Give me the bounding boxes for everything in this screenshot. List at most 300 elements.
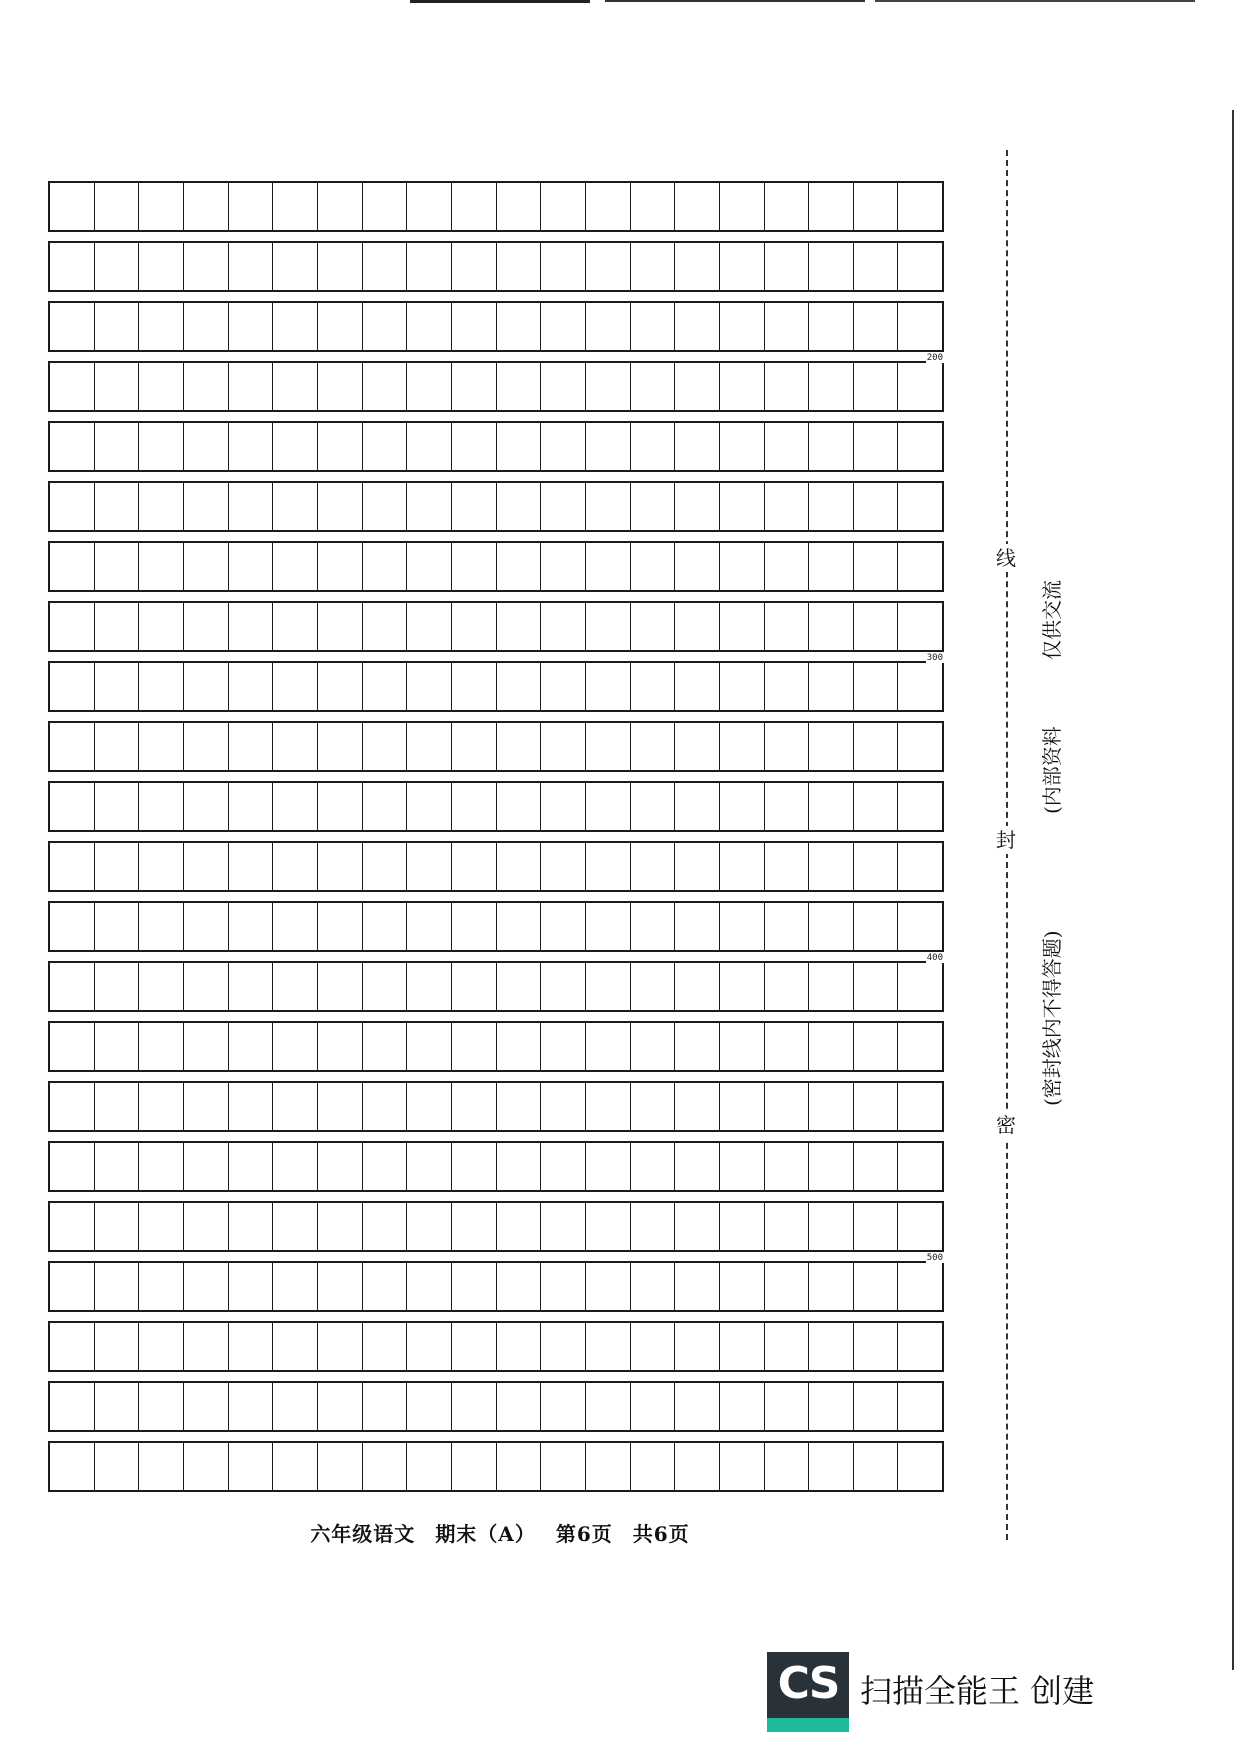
grid-cell <box>407 423 452 470</box>
grid-cell <box>720 663 765 710</box>
grid-cell <box>452 423 497 470</box>
grid-cell <box>586 423 631 470</box>
grid-cell <box>407 723 452 770</box>
grid-cell <box>184 783 229 830</box>
grid-cell <box>809 663 854 710</box>
grid-cell <box>586 723 631 770</box>
grid-cell <box>675 303 720 350</box>
grid-cell <box>273 663 318 710</box>
grid-row <box>48 1321 944 1372</box>
grid-cell <box>229 723 274 770</box>
grid-row <box>48 361 944 412</box>
grid-cell <box>318 1143 363 1190</box>
grid-cell <box>95 1023 140 1070</box>
grid-cell <box>854 1383 899 1430</box>
grid-cell <box>184 723 229 770</box>
grid-cell <box>363 1323 408 1370</box>
grid-cell <box>541 303 586 350</box>
grid-cell <box>631 1203 676 1250</box>
grid-cell <box>363 423 408 470</box>
grid-cell <box>184 1263 229 1310</box>
grid-cell <box>497 1263 542 1310</box>
grid-cell <box>318 1323 363 1370</box>
grid-cell <box>139 543 184 590</box>
grid-cell <box>273 903 318 950</box>
grid-cell <box>765 1323 810 1370</box>
grid-cell <box>765 363 810 410</box>
grid-cell <box>407 1443 452 1490</box>
grid-row <box>48 721 944 772</box>
grid-cell <box>898 243 942 290</box>
grid-cell <box>586 543 631 590</box>
grid-row <box>48 1261 944 1312</box>
grid-cell <box>541 723 586 770</box>
grid-cell <box>586 483 631 530</box>
grid-cell <box>497 363 542 410</box>
grid-cell <box>854 303 899 350</box>
grid-cell <box>318 303 363 350</box>
grid-cell <box>675 723 720 770</box>
grid-cell <box>229 1203 274 1250</box>
footer-total: 共6页 <box>632 1522 690 1546</box>
grid-cell <box>586 1263 631 1310</box>
grid-cell <box>631 843 676 890</box>
grid-cell <box>95 363 140 410</box>
grid-cell <box>50 783 95 830</box>
grid-cell <box>407 543 452 590</box>
grid-cell <box>809 1443 854 1490</box>
grid-cell <box>586 843 631 890</box>
grid-cell <box>720 483 765 530</box>
grid-cell <box>184 1143 229 1190</box>
grid-cell <box>720 183 765 230</box>
grid-cell <box>497 303 542 350</box>
grid-cell <box>854 1443 899 1490</box>
grid-cell <box>586 183 631 230</box>
grid-cell <box>809 603 854 650</box>
grid-cell <box>497 423 542 470</box>
grid-cell <box>720 843 765 890</box>
grid-cell <box>95 1143 140 1190</box>
grid-cell <box>318 903 363 950</box>
grid-cell <box>363 543 408 590</box>
grid-cell <box>50 723 95 770</box>
grid-cell <box>586 1443 631 1490</box>
grid-cell <box>407 1203 452 1250</box>
grid-cell <box>184 1323 229 1370</box>
grid-cell <box>407 483 452 530</box>
grid-row <box>48 1081 944 1132</box>
grid-cell <box>95 483 140 530</box>
grid-cell <box>898 723 942 770</box>
grid-cell <box>809 843 854 890</box>
grid-cell <box>541 1443 586 1490</box>
grid-cell <box>541 1203 586 1250</box>
grid-cell <box>318 783 363 830</box>
grid-cell <box>139 1383 184 1430</box>
grid-cell <box>675 1383 720 1430</box>
grid-cell <box>273 963 318 1010</box>
grid-cell <box>363 1443 408 1490</box>
grid-cell <box>497 783 542 830</box>
grid-cell <box>50 963 95 1010</box>
grid-cell <box>631 303 676 350</box>
grid-cell <box>720 423 765 470</box>
grid-cell <box>497 603 542 650</box>
grid-cell <box>898 663 942 710</box>
grid-cell <box>363 1023 408 1070</box>
grid-cell <box>50 1083 95 1130</box>
grid-cell <box>229 663 274 710</box>
grid-cell <box>363 1383 408 1430</box>
grid-cell <box>586 903 631 950</box>
grid-cell <box>318 1023 363 1070</box>
grid-cell <box>452 1323 497 1370</box>
grid-cell <box>452 783 497 830</box>
grid-cell <box>765 1023 810 1070</box>
grid-cell <box>407 963 452 1010</box>
grid-cell <box>273 483 318 530</box>
grid-cell <box>675 1023 720 1070</box>
grid-cell <box>497 963 542 1010</box>
grid-cell <box>229 1323 274 1370</box>
grid-cell <box>675 903 720 950</box>
grid-cell <box>363 843 408 890</box>
grid-cell <box>809 1323 854 1370</box>
grid-cell <box>631 603 676 650</box>
grid-cell <box>184 843 229 890</box>
grid-cell <box>184 663 229 710</box>
grid-cell <box>720 723 765 770</box>
grid-cell <box>898 363 942 410</box>
grid-cell <box>50 483 95 530</box>
grid-cell <box>765 603 810 650</box>
grid-cell <box>318 363 363 410</box>
grid-cell <box>809 183 854 230</box>
seal-char-xian: 线 <box>992 544 1020 572</box>
grid-cell <box>50 363 95 410</box>
grid-cell <box>139 363 184 410</box>
grid-cell <box>854 603 899 650</box>
grid-cell <box>586 243 631 290</box>
grid-cell <box>497 1323 542 1370</box>
grid-cell <box>229 243 274 290</box>
grid-cell <box>497 243 542 290</box>
grid-row <box>48 481 944 532</box>
grid-cell <box>318 1083 363 1130</box>
grid-cell <box>765 303 810 350</box>
grid-cell <box>229 843 274 890</box>
grid-cell <box>95 1203 140 1250</box>
grid-cell <box>631 1443 676 1490</box>
grid-cell <box>363 1203 408 1250</box>
grid-cell <box>497 1083 542 1130</box>
grid-cell <box>95 963 140 1010</box>
grid-cell <box>407 1143 452 1190</box>
grid-cell <box>854 183 899 230</box>
grid-cell <box>273 423 318 470</box>
grid-cell <box>452 603 497 650</box>
grid-cell <box>452 1083 497 1130</box>
grid-cell <box>229 423 274 470</box>
grid-cell <box>809 363 854 410</box>
grid-cell <box>631 1023 676 1070</box>
grid-cell <box>809 243 854 290</box>
grid-cell <box>50 843 95 890</box>
grid-cell <box>898 483 942 530</box>
grid-cell <box>765 423 810 470</box>
grid-cell <box>95 783 140 830</box>
grid-row <box>48 1141 944 1192</box>
grid-cell <box>586 303 631 350</box>
grid-cell <box>765 243 810 290</box>
grid-cell <box>139 1023 184 1070</box>
grid-cell <box>273 1023 318 1070</box>
grid-cell <box>50 423 95 470</box>
grid-cell <box>229 783 274 830</box>
grid-cell <box>854 843 899 890</box>
grid-cell <box>452 723 497 770</box>
grid-cell <box>854 543 899 590</box>
grid-cell <box>720 1143 765 1190</box>
grid-row <box>48 781 944 832</box>
grid-cell <box>675 243 720 290</box>
grid-cell <box>139 243 184 290</box>
grid-cell <box>631 783 676 830</box>
grid-cell <box>273 1143 318 1190</box>
grid-cell <box>675 1203 720 1250</box>
grid-cell <box>497 1143 542 1190</box>
grid-cell <box>541 1263 586 1310</box>
grid-cell <box>497 903 542 950</box>
grid-cell <box>541 843 586 890</box>
word-count-mark: 500 <box>926 1253 943 1263</box>
grid-cell <box>50 183 95 230</box>
grid-cell <box>184 603 229 650</box>
grid-cell <box>363 603 408 650</box>
grid-cell <box>184 1203 229 1250</box>
grid-cell <box>765 1143 810 1190</box>
grid-cell <box>95 843 140 890</box>
grid-cell <box>497 663 542 710</box>
grid-cell <box>139 423 184 470</box>
grid-cell <box>765 183 810 230</box>
grid-cell <box>139 603 184 650</box>
grid-cell <box>898 843 942 890</box>
grid-cell <box>318 183 363 230</box>
grid-cell <box>184 423 229 470</box>
grid-cell <box>586 1023 631 1070</box>
grid-cell <box>50 603 95 650</box>
grid-cell <box>452 183 497 230</box>
grid-cell <box>809 483 854 530</box>
grid-cell <box>95 603 140 650</box>
grid-cell <box>541 603 586 650</box>
grid-cell <box>139 843 184 890</box>
grid-cell <box>407 843 452 890</box>
grid-cell <box>273 1083 318 1130</box>
grid-cell <box>273 723 318 770</box>
notice-source: (内部资料 <box>1040 726 1064 814</box>
seal-char-mi: 密 <box>992 1111 1020 1139</box>
grid-cell <box>184 1383 229 1430</box>
grid-cell <box>139 1263 184 1310</box>
grid-cell <box>541 1023 586 1070</box>
grid-cell <box>497 843 542 890</box>
grid-cell <box>675 783 720 830</box>
grid-cell <box>541 903 586 950</box>
grid-cell <box>95 1383 140 1430</box>
grid-cell <box>898 183 942 230</box>
grid-cell <box>50 1023 95 1070</box>
grid-cell <box>675 483 720 530</box>
grid-cell <box>407 363 452 410</box>
grid-cell <box>631 963 676 1010</box>
grid-cell <box>765 1263 810 1310</box>
grid-cell <box>95 543 140 590</box>
grid-cell <box>407 1083 452 1130</box>
grid-cell <box>139 1323 184 1370</box>
grid-cell <box>720 1323 765 1370</box>
grid-cell <box>586 783 631 830</box>
grid-cell <box>318 663 363 710</box>
grid-cell <box>452 303 497 350</box>
grid-cell <box>586 363 631 410</box>
grid-cell <box>50 243 95 290</box>
grid-cell <box>184 903 229 950</box>
grid-cell <box>318 1443 363 1490</box>
grid-cell <box>407 783 452 830</box>
grid-cell <box>184 1083 229 1130</box>
grid-cell <box>139 903 184 950</box>
scan-edge-mark <box>1232 110 1234 1670</box>
grid-cell <box>898 963 942 1010</box>
grid-cell <box>229 363 274 410</box>
footer-exam: 期末（A） <box>435 1522 536 1546</box>
grid-cell <box>541 663 586 710</box>
grid-cell <box>586 1083 631 1130</box>
grid-cell <box>318 243 363 290</box>
grid-cell <box>809 723 854 770</box>
grid-cell <box>720 963 765 1010</box>
footer-page: 第6页 <box>555 1522 613 1546</box>
grid-cell <box>273 1263 318 1310</box>
footer-subject: 六年级语文 <box>310 1522 416 1546</box>
grid-cell <box>273 543 318 590</box>
grid-cell <box>631 243 676 290</box>
grid-cell <box>898 1383 942 1430</box>
grid-cell <box>363 1083 408 1130</box>
grid-cell <box>139 1143 184 1190</box>
grid-cell <box>407 663 452 710</box>
grid-cell <box>229 1083 274 1130</box>
grid-cell <box>184 963 229 1010</box>
grid-row <box>48 661 944 712</box>
grid-cell <box>541 1143 586 1190</box>
grid-cell <box>95 903 140 950</box>
grid-cell <box>363 663 408 710</box>
grid-cell <box>541 423 586 470</box>
grid-row <box>48 1381 944 1432</box>
grid-cell <box>452 1143 497 1190</box>
grid-cell <box>586 603 631 650</box>
grid-cell <box>586 1203 631 1250</box>
grid-cell <box>631 1323 676 1370</box>
grid-cell <box>541 1383 586 1430</box>
grid-cell <box>229 1383 274 1430</box>
grid-cell <box>452 243 497 290</box>
grid-cell <box>95 423 140 470</box>
grid-cell <box>541 243 586 290</box>
grid-cell <box>854 1083 899 1130</box>
grid-cell <box>273 363 318 410</box>
grid-cell <box>898 603 942 650</box>
grid-cell <box>273 843 318 890</box>
grid-cell <box>229 483 274 530</box>
grid-cell <box>452 1443 497 1490</box>
grid-cell <box>184 363 229 410</box>
grid-cell <box>541 483 586 530</box>
grid-cell <box>809 303 854 350</box>
grid-cell <box>765 903 810 950</box>
grid-cell <box>720 1083 765 1130</box>
grid-cell <box>95 1443 140 1490</box>
grid-cell <box>273 783 318 830</box>
camscanner-logo <box>767 1652 849 1732</box>
grid-cell <box>720 303 765 350</box>
grid-cell <box>363 1143 408 1190</box>
grid-cell <box>541 543 586 590</box>
grid-cell <box>675 1083 720 1130</box>
grid-cell <box>631 723 676 770</box>
grid-cell <box>720 603 765 650</box>
grid-cell <box>229 963 274 1010</box>
grid-cell <box>854 1263 899 1310</box>
grid-cell <box>720 783 765 830</box>
grid-cell <box>898 1263 942 1310</box>
composition-grid <box>48 181 944 1492</box>
grid-cell <box>452 543 497 590</box>
grid-cell <box>139 183 184 230</box>
grid-cell <box>273 1203 318 1250</box>
grid-cell <box>675 183 720 230</box>
grid-cell <box>765 543 810 590</box>
grid-cell <box>631 903 676 950</box>
grid-cell <box>854 1143 899 1190</box>
grid-cell <box>854 1023 899 1070</box>
grid-cell <box>765 663 810 710</box>
grid-cell <box>675 543 720 590</box>
grid-cell <box>497 543 542 590</box>
grid-cell <box>452 663 497 710</box>
grid-cell <box>541 963 586 1010</box>
grid-cell <box>765 483 810 530</box>
grid-cell <box>497 1443 542 1490</box>
grid-cell <box>363 1263 408 1310</box>
grid-cell <box>675 843 720 890</box>
grid-cell <box>675 603 720 650</box>
grid-cell <box>854 243 899 290</box>
grid-cell <box>854 723 899 770</box>
grid-cell <box>50 663 95 710</box>
grid-cell <box>898 1443 942 1490</box>
notice-internal: 仅供交流 <box>1040 580 1064 660</box>
grid-cell <box>318 1203 363 1250</box>
grid-cell <box>720 363 765 410</box>
grid-cell <box>184 1023 229 1070</box>
grid-cell <box>229 903 274 950</box>
grid-cell <box>50 903 95 950</box>
